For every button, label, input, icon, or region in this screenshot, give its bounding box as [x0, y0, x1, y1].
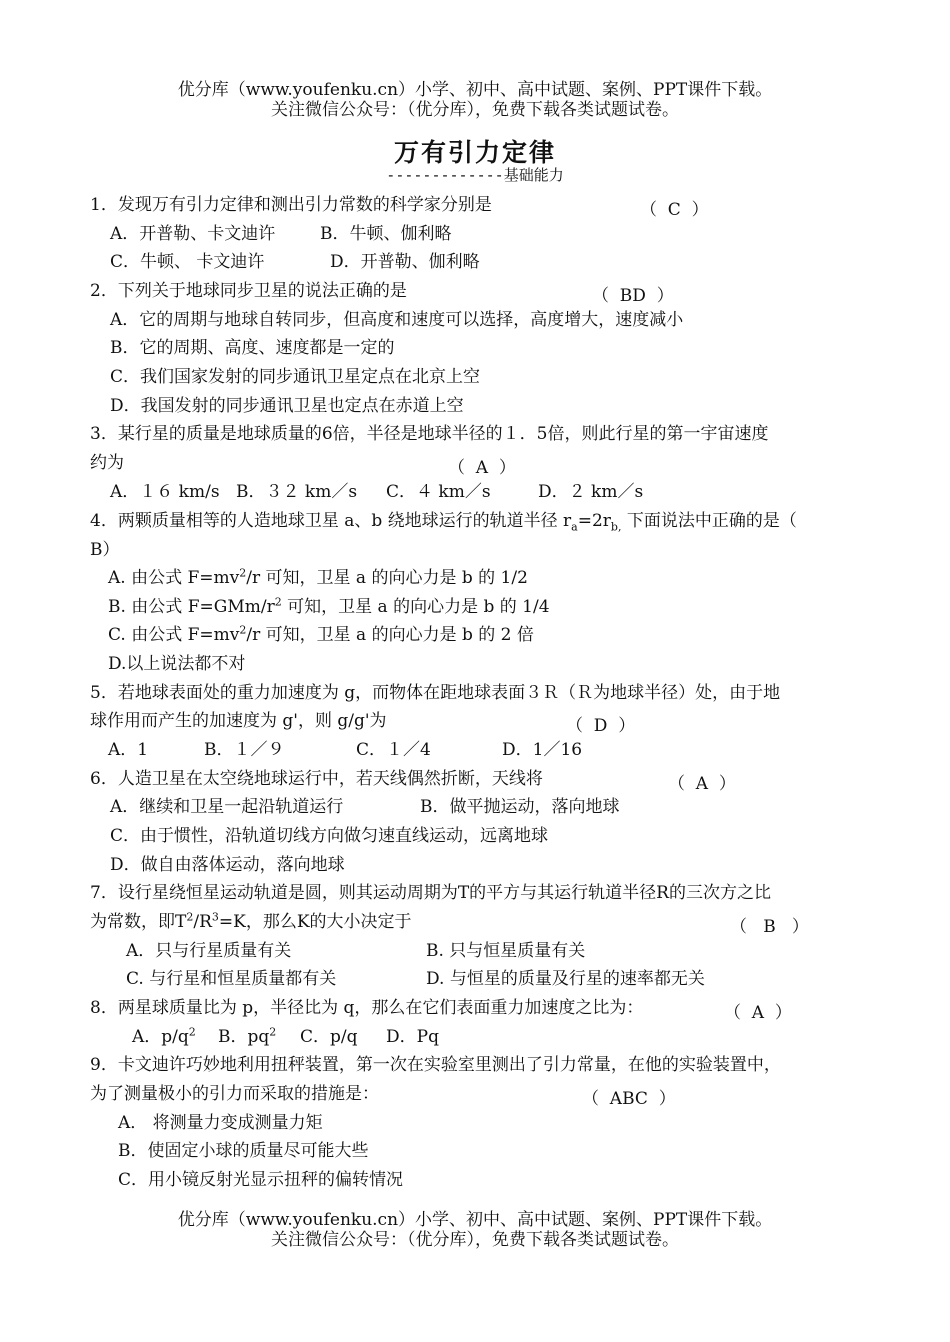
q7-stem-part3: =K，那么K的大小决定于 — [218, 912, 412, 932]
q7-stem-part2: /R — [193, 912, 212, 932]
q1-answer: （ C ） — [640, 200, 709, 220]
q8-option-b-sup: 2 — [269, 1025, 277, 1039]
q2-option-a: A．它的周期与地球自转同步，但高度和速度可以选择，高度增大，速度减小 — [110, 310, 684, 330]
q9-stem: 9．卡文迪许巧妙地利用扭秤装置，第一次在实验室里测出了引力常量，在他的实验装置中， — [90, 1055, 781, 1075]
q5-option-a: A．1 — [108, 740, 149, 760]
q7-option-a: A．只与行星质量有关 — [126, 941, 292, 961]
q1-option-c: C．牛顿、 卡文迪许 — [110, 252, 265, 272]
footer-line-2: 关注微信公众号：（优分库），免费下载各类试题试卷。 — [271, 1230, 679, 1250]
q7-option-d: D. 与恒星的质量及行星的速率都无关 — [426, 969, 705, 989]
document-subtitle: -------------基础能力 — [386, 166, 564, 184]
q9-option-b: B．使固定小球的质量尽可能大些 — [118, 1141, 369, 1161]
q4-option-d: D.以上说法都不对 — [108, 654, 246, 674]
q1-option-b: B．牛顿、伽利略 — [320, 224, 452, 244]
q8-option-a-sup: 2 — [188, 1025, 196, 1039]
q9-stem-cont: 为了测量极小的引力而采取的措施是： — [90, 1084, 379, 1104]
q4-option-c-sup: 2 — [239, 623, 247, 637]
q8-option-a-text: A．p/q — [132, 1027, 189, 1047]
q7-sup-2: 3 — [211, 910, 219, 924]
q9-answer: （ ABC ） — [582, 1089, 676, 1109]
q5-option-c: C．１／4 — [356, 740, 431, 760]
q5-stem: 5．若地球表面处的重力加速度为 g，而物体在距地球表面３Ｒ（Ｒ为地球半径）处，由于地 — [90, 683, 781, 703]
q3-stem: 3．某行星的质量是地球质量的6倍，半径是地球半径的１．5倍，则此行星的第一宇宙速度 — [90, 424, 769, 444]
q7-stem-part1: 为常数，即T — [90, 912, 187, 932]
page-footer — [0, 1210, 950, 1250]
q4-option-b-text: B. 由公式 F=GMm/r — [108, 597, 275, 617]
q4-option-b — [108, 597, 888, 617]
q8-answer: （ A ） — [724, 1003, 792, 1023]
q1-option-d: D．开普勒、伽利略 — [330, 252, 480, 272]
q1-options-row2 — [110, 252, 888, 272]
q2-option-b: B．它的周期、高度、速度都是一定的 — [110, 338, 395, 358]
q9-option-c: C．用小镜反射光显示扭秤的偏转情况 — [118, 1170, 404, 1190]
q6-option-b: B．做平抛运动，落向地球 — [420, 797, 620, 817]
q4-option-c — [108, 625, 888, 645]
q1-option-a: A．开普勒、卡文迪许 — [110, 224, 276, 244]
q6-option-d: D．做自由落体运动，落向地球 — [110, 855, 345, 875]
q3-option-b: B．３２ km／s — [236, 482, 358, 502]
q4-option-a-text2: /r 可知，卫星 a 的向心力是 b 的 1/2 — [246, 568, 528, 588]
q8-option-b-text: B．pq — [218, 1027, 270, 1047]
q6-options-row1 — [110, 797, 888, 817]
q7-answer: （ B ） — [730, 917, 809, 937]
q7-options-row2 — [126, 969, 888, 989]
q8-option-b — [218, 1027, 276, 1047]
q6-answer: （ A ） — [668, 774, 736, 794]
q2-answer: （ BD ） — [592, 286, 674, 306]
q4-stem-cont: B） — [90, 540, 120, 560]
q5-option-b: B．１／９ — [204, 740, 285, 760]
document-title: 万有引力定律 — [393, 138, 556, 167]
q9-option-a: A． 将测量力变成测量力矩 — [118, 1113, 323, 1133]
q4-option-b-text2: 可知，卫星 a 的向心力是 b 的 1/4 — [281, 597, 550, 617]
q4-option-b-sup: 2 — [274, 595, 282, 609]
q6-option-a: A．继续和卫星一起沿轨道运行 — [110, 797, 344, 817]
q4-sub-b: b, — [610, 520, 622, 534]
header-line-2: 关注微信公众号：（优分库），免费下载各类试题试卷。 — [271, 100, 679, 120]
q5-answer: （ D ） — [566, 716, 636, 736]
q7-options-row1 — [126, 941, 888, 961]
q4-option-a-sup: 2 — [239, 566, 247, 580]
q4-stem-part2: =2r — [577, 511, 611, 531]
q7-option-b: B. 只与恒星质量有关 — [426, 941, 586, 961]
q4-stem-part1: 4．两颗质量相等的人造地球卫星 a、b 绕地球运行的轨道半径 r — [90, 511, 572, 531]
q6-option-c: C．由于惯性，沿轨道切线方向做匀速直线运动，远离地球 — [110, 826, 549, 846]
q1-options-row1 — [110, 224, 888, 244]
q6-stem: 6．人造卫星在太空绕地球运行中，若天线偶然折断，天线将 — [90, 769, 543, 789]
q4-sub-a: a — [571, 520, 578, 534]
q3-option-c: C．４ km／s — [386, 482, 491, 502]
q7-stem: 7．设行星绕恒星运动轨道是圆，则其运动周期为T的平方与其运行轨道半径R的三次方之比 — [90, 883, 771, 903]
q8-option-c: C．p/q — [300, 1027, 358, 1047]
q4-option-a-text: A. 由公式 F=mv — [108, 568, 240, 588]
q8-option-d: D．Pq — [386, 1027, 439, 1047]
q5-options — [108, 740, 888, 760]
q8-stem: 8．两星球质量比为 p，半径比为 q，那么在它们表面重力加速度之比为： — [90, 998, 644, 1018]
q3-option-d: D．２ km／s — [538, 482, 644, 502]
q4-option-c-text2: /r 可知，卫星 a 的向心力是 b 的 2 倍 — [246, 625, 534, 645]
q3-stem-cont: 约为 — [90, 453, 124, 473]
page-header — [0, 80, 950, 120]
q3-option-a: A．１６ km/s — [110, 482, 220, 502]
q2-option-d: D．我国发射的同步通讯卫星也定点在赤道上空 — [110, 396, 464, 416]
q5-option-d: D．1／16 — [502, 740, 583, 760]
q4-option-c-text: C. 由公式 F=mv — [108, 625, 240, 645]
q3-options — [110, 482, 888, 502]
q8-options — [132, 1027, 888, 1047]
q4-stem-part3: 下面说法中正确的是（ — [621, 511, 797, 531]
footer-line-1: 优分库（www.youfenku.cn）小学、初中、高中试题、案例、PPT课件下载。 — [177, 1210, 773, 1230]
q7-sup-1: 2 — [186, 910, 194, 924]
q2-stem: 2．下列关于地球同步卫星的说法正确的是 — [90, 281, 407, 301]
q2-option-c: C．我们国家发射的同步通讯卫星定点在北京上空 — [110, 367, 481, 387]
q5-stem-cont: 球作用而产生的加速度为 g'，则 g/g'为 — [90, 711, 387, 731]
q4-option-a — [108, 568, 888, 588]
header-line-1: 优分库（www.youfenku.cn）小学、初中、高中试题、案例、PPT课件下载。 — [177, 80, 773, 100]
q4-stem — [90, 511, 888, 534]
q7-option-c: C. 与行星和恒星质量都有关 — [126, 969, 337, 989]
q3-answer: （ A ） — [448, 458, 516, 478]
q8-option-a — [132, 1027, 196, 1047]
q1-stem: 1．发现万有引力定律和测出引力常数的科学家分别是 — [90, 195, 492, 215]
